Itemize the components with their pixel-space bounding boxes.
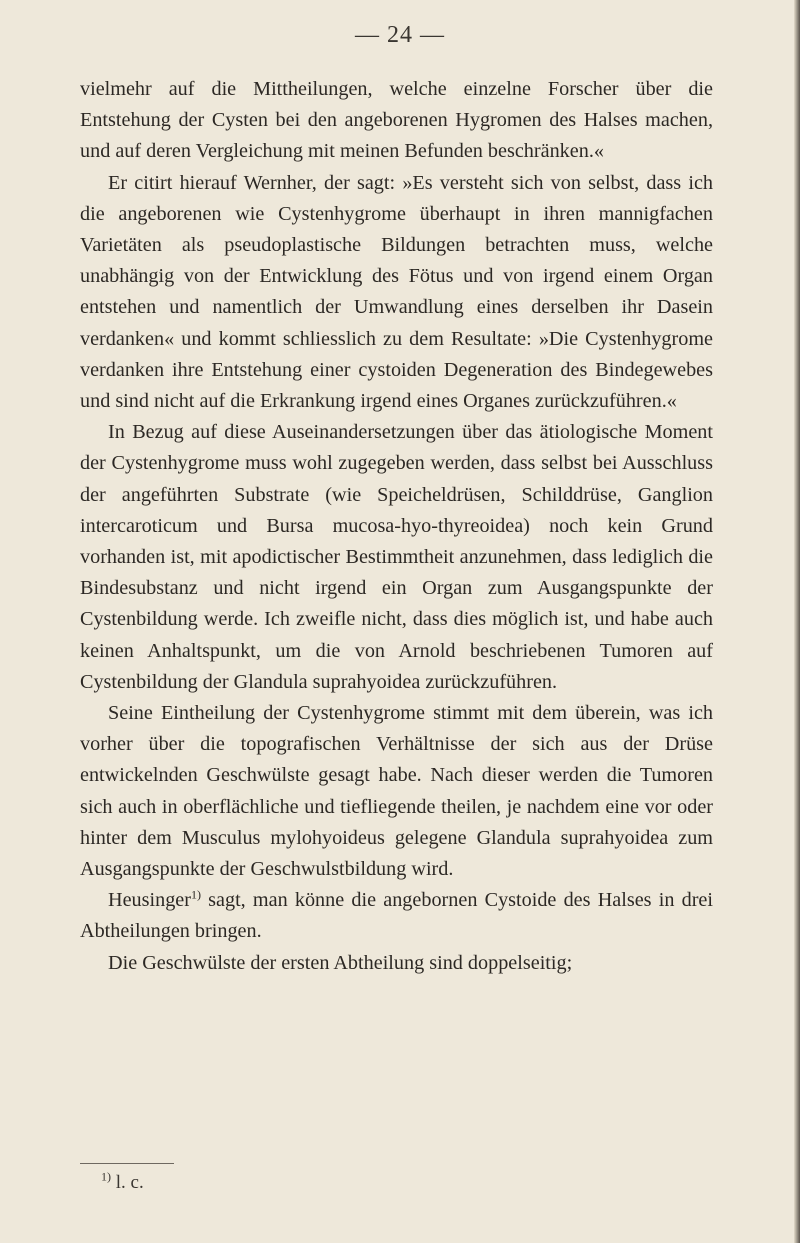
footnote: [101, 1171, 144, 1195]
footnote-reference[interactable]: 1): [190, 887, 201, 902]
paragraph-5-rest: sagt, man könne die angebornen Cystoide des Halses in drei Abtheilungen bringen.: [80, 889, 713, 943]
paragraph-1: vielmehr auf die Mittheilungen, welche einzelne Forscher über die Entstehung der Cysten bei den angeborenen Hygromen des Halses machen, und auf deren Vergleichung mit meinen Befunden beschränken.«: [80, 78, 713, 163]
footnote-text: l. c.: [111, 1172, 144, 1193]
paragraph-4: Seine Eintheilung der Cystenhygrome stimmt mit dem überein, was ich vorher über die topografischen Verhältnisse der sich aus der Drüse entwickelnden Geschwülste gesagt habe. Nach dieser werden die Tumoren sich auch in oberflächliche und tiefliegende theilen, je nachdem eine vor oder hinter dem Musculus mylohyoideus gelegene Glandula suprahyoidea zum Ausgangspunkte der Geschwulstbildung wird.: [80, 702, 713, 881]
page-edge-shadow: [794, 0, 800, 1243]
page-number: — 24 —: [355, 22, 445, 48]
footnote-marker: 1): [101, 1169, 111, 1184]
body-text: [80, 74, 713, 979]
paragraph-2: Er citirt hierauf Wernher, der sagt: »Es versteht sich von selbst, dass ich die angeborenen wie Cystenhygrome überhaupt in ihren mannigfachen Varietäten als pseudoplastische Bildungen betrachten muss, welche unabhängig von der Entwicklung des Fötus und von irgend einem Organ entstehen und namentlich der Umwandlung eines derselben ihr Dasein verdanken« und kommt schliesslich zu dem Resultate: »Die Cystenhygrome verdanken ihre Entstehung einer cystoiden Degeneration des Bindegewebes und sind nicht auf die Erkrankung irgend eines Organes zurückzuführen.«: [80, 171, 713, 413]
paragraph-5-lead: Heusinger: [108, 889, 191, 912]
footnote-divider: [80, 1163, 174, 1164]
paragraph-5: [80, 885, 713, 947]
paragraph-6: Die Geschwülste der ersten Abtheilung sind doppelseitig;: [108, 951, 573, 974]
paragraph-3: In Bezug auf diese Auseinandersetzungen über das ätiologische Moment der Cystenhygrome muss wohl zugegeben werden, dass selbst bei Ausschluss der angeführten Substrate (wie Speicheldrüsen, Schilddrüse, Ganglion intercaroticum und Bursa mucosa-hyo-thyreoidea) noch kein Grund vorhanden ist, mit apodictischer Bestimmtheit anzunehmen, dass lediglich die Bindesubstanz und nicht irgend ein Organ zum Ausgangspunkte der Cystenbildung werde. Ich zweifle nicht, dass dies möglich ist, und habe auch keinen Anhaltspunkt, um die von Arnold beschriebenen Tumoren auf Cystenbildung der Glandula suprahyoidea zurückzuführen.: [80, 421, 713, 693]
